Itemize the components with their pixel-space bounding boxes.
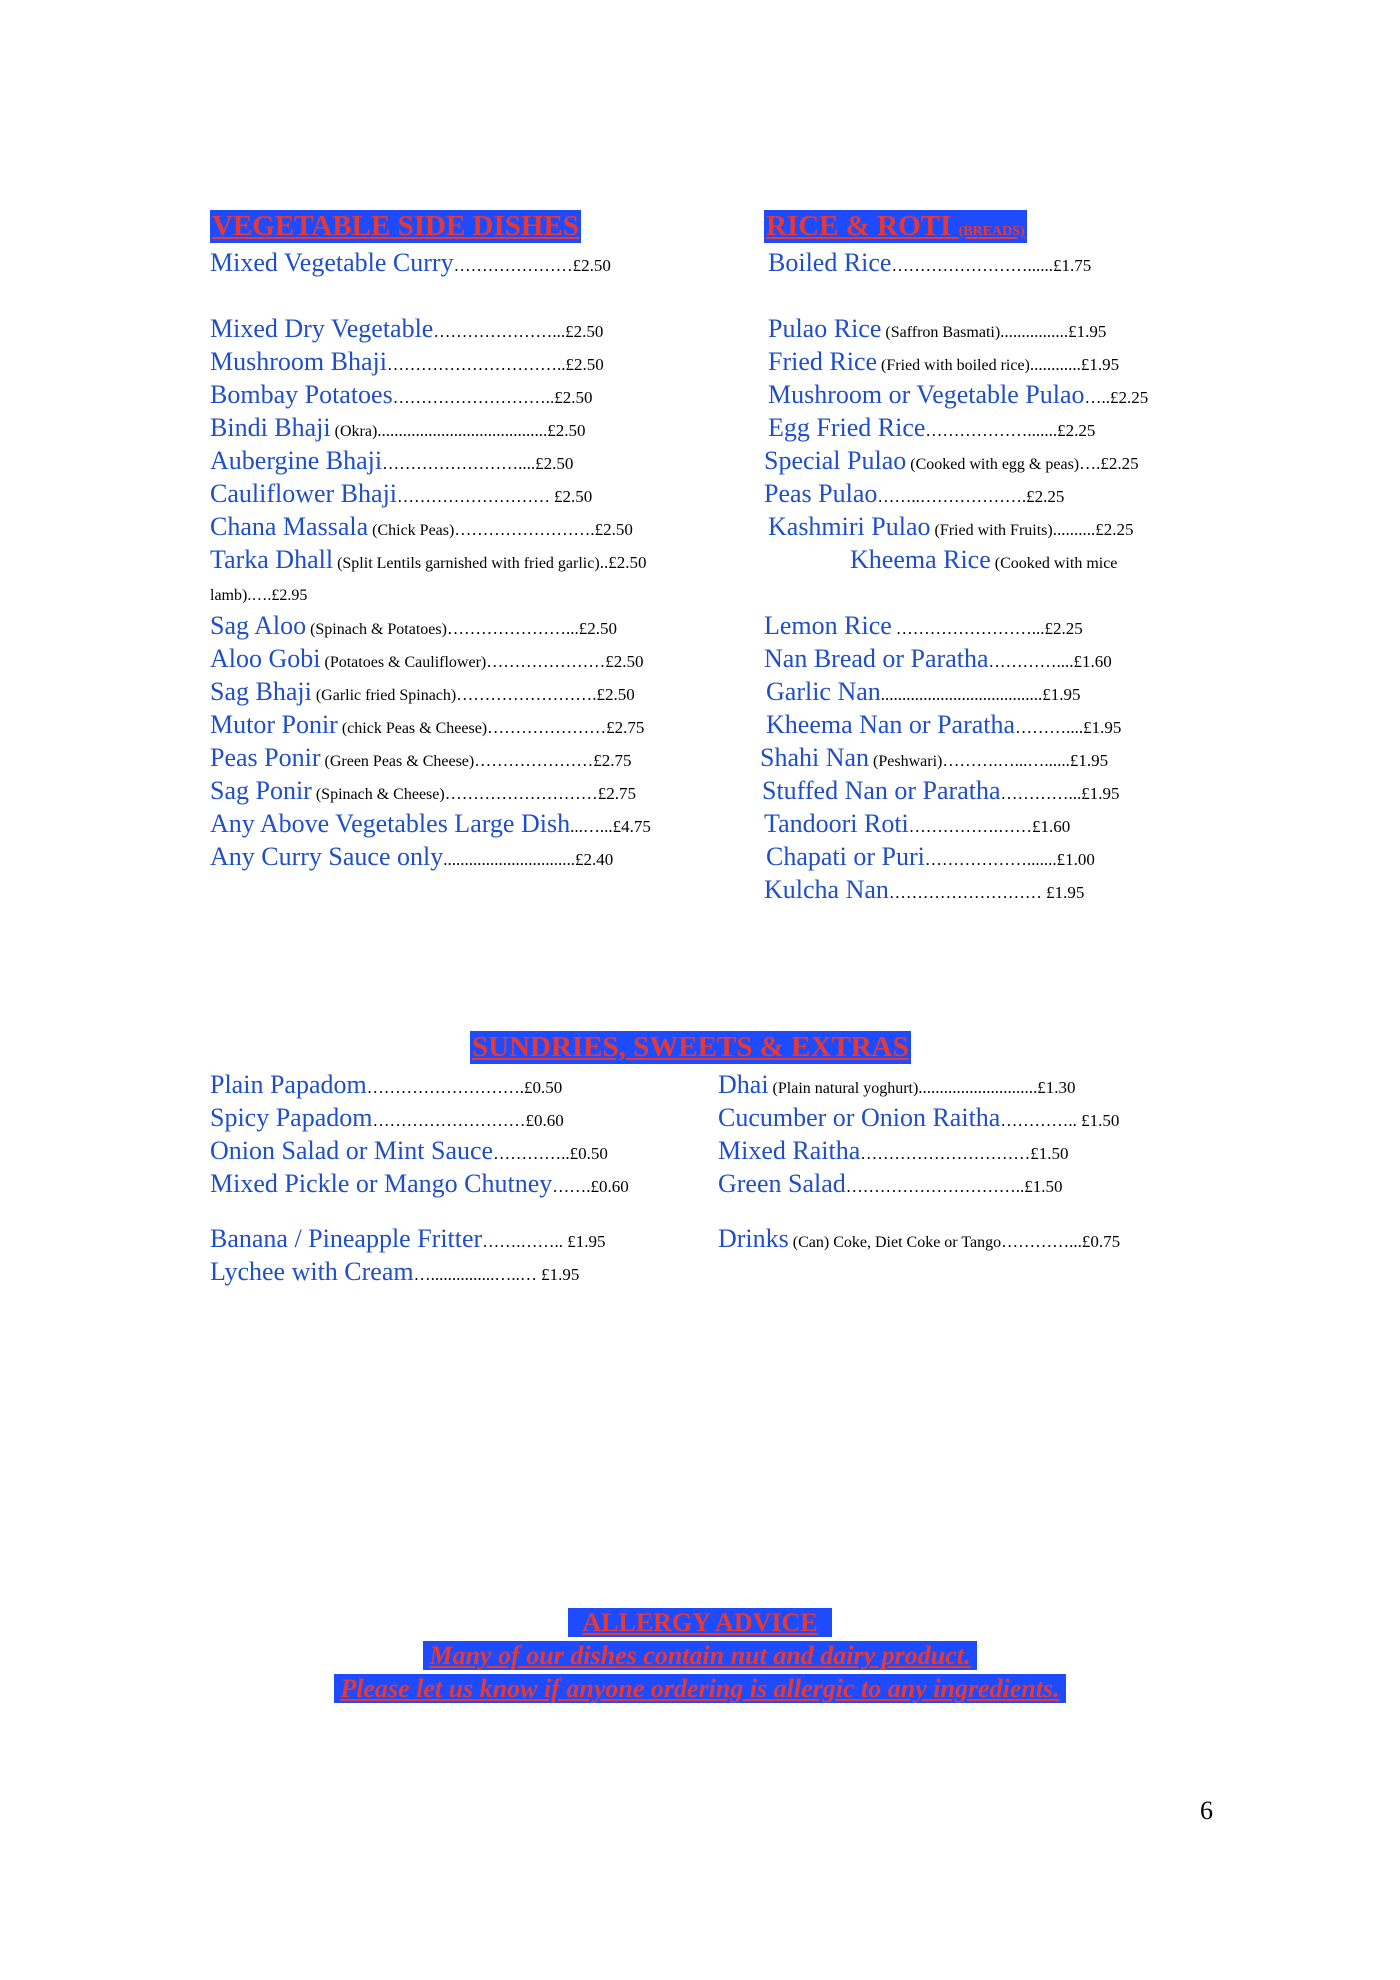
item-dots: ............ [1029,355,1081,374]
item-price: £4.75 [612,817,651,836]
item-dots: ………………… [487,718,607,737]
item-dots: ………….... [988,652,1074,671]
item-price: £1.50 [1081,1111,1120,1130]
menu-item [210,778,636,804]
item-name: Mushroom or Vegetable Pulao [768,380,1085,409]
item-name: Aloo Gobi [210,644,321,673]
menu-item [210,1171,629,1197]
item-price: £1.95 [1083,718,1122,737]
item-name: Banana / Pineapple Fritter [210,1224,483,1253]
item-note: (Can) Coke, Diet Coke or Tango [792,1234,1002,1251]
menu-item [210,712,644,738]
item-dots: ……. [552,1177,591,1196]
item-note: (chick Peas & Cheese) [341,720,488,737]
menu-item [210,811,651,837]
item-price: £0.60 [525,1111,564,1130]
item-dots: ………….. [493,1144,570,1163]
item-name: Lemon Rice [764,611,892,640]
item-price: £1.50 [1030,1144,1069,1163]
menu-item [764,877,1084,903]
item-price: £1.95 [1069,751,1109,770]
menu-item [764,613,1083,639]
menu-item [210,1259,579,1285]
item-name: Cauliflower Bhaji [210,479,398,508]
item-price: £2.50 [565,355,604,374]
item-note: (Garlic fried Spinach) [315,687,457,704]
item-note: (Okra) [334,423,378,440]
item-name: Mixed Dry Vegetable [210,314,434,343]
menu-item [768,382,1148,408]
menu-item [768,415,1095,441]
item-price: £2.25 [1100,454,1139,473]
page-number: 6 [1200,1796,1213,1825]
item-name: Mixed Vegetable Curry [210,248,454,277]
item-dots: …….…….. [482,1232,568,1251]
item-dots: ………………………… [860,1144,1031,1163]
item-dots: …………... [1001,1232,1082,1251]
item-dots: ……………………. [454,520,595,539]
heading-vegetable-side-dishes-label: VEGETABLE SIDE DISHES [212,210,579,242]
item-dots: .. [599,553,609,572]
item-dots: ……………………. [456,685,597,704]
item-name: Kheema Rice [850,545,991,574]
menu-item [718,1226,1120,1252]
item-name: Mushroom Bhaji [210,347,387,376]
item-name: Boiled Rice [768,248,892,277]
item-note: (Chick Peas) [372,522,455,539]
item-price: £2.50 [547,421,586,440]
menu-item [210,481,592,507]
item-price: £2.25 [1026,487,1065,506]
item-name: Kulcha Nan [764,875,889,904]
menu-item [210,250,611,276]
item-dots: ...…... [570,817,613,836]
item-price: £2.25 [1044,619,1083,638]
item-dots: ……..………………. [877,487,1027,506]
item-dots: ………………………. [366,1078,524,1097]
item-note: (Fried with Fruits) [934,522,1053,539]
item-dots: ……………………….. [392,388,555,407]
item-name: Chana Massala [210,512,369,541]
menu-item [210,646,644,672]
item-dots: ………………… [486,652,606,671]
allergy-line-2: Please let us know if anyone ordering is allergic to any ingredients. [334,1674,1065,1703]
item-price: £1.95 [567,1232,606,1251]
menu-item [764,481,1064,507]
item-name: Pulao Rice [768,314,882,343]
item-price: £2.50 [605,652,644,671]
heading-vegetable-side-dishes [210,210,581,243]
heading-rice-roti-label: RICE & ROTI [766,210,952,242]
item-name: Spicy Papadom [210,1103,373,1132]
item-dots: ……………………… [372,1111,526,1130]
item-name: Any Curry Sauce only [210,842,444,871]
menu-item [210,316,603,342]
item-dots: ........................................ [377,421,548,440]
heading-rice-roti-sub: (BREADS) [958,224,1025,239]
menu-item [210,613,617,639]
item-price: £1.95 [1068,322,1107,341]
item-dots: ………………....... [924,850,1057,869]
item-note: (Spinach & Potatoes) [310,621,447,638]
menu-item [766,712,1121,738]
item-price: £1.60 [1073,652,1112,671]
item-note: (Saffron Basmati) [885,324,1001,341]
menu-item [210,844,613,870]
menu-item [210,1226,605,1252]
menu-item [766,844,1095,870]
item-name: Any Above Vegetables Large Dish [210,809,571,838]
item-name: Aubergine Bhaji [210,446,383,475]
item-name: Bindi Bhaji [210,413,331,442]
item-dots: ……….... [1015,718,1084,737]
item-name: Green Salad [718,1169,846,1198]
item-dots: …………….…… [908,817,1033,836]
heading-rice-roti [764,210,1027,243]
item-name: Shahi Nan [760,743,870,772]
item-dots: …...............…..… [413,1265,542,1284]
item-name: Mutor Ponir [210,710,338,739]
menu-item [764,646,1112,672]
item-name: Sag Ponir [210,776,312,805]
item-note: (Potatoes & Cauliflower) [324,654,487,671]
menu-item [850,547,1117,573]
item-note: (Green Peas & Cheese) [324,753,475,770]
item-price: £2.75 [597,784,636,803]
item-name: Egg Fried Rice [768,413,926,442]
item-dots: …………... [1000,784,1082,803]
item-name: Onion Salad or Mint Sauce [210,1136,494,1165]
item-price: £2.50 [596,685,635,704]
item-dots: ………………....... [925,421,1058,440]
item-dots: …………………….... [382,454,536,473]
item-name: Stuffed Nan or Paratha [762,776,1001,805]
item-dots: ……………………...... [891,256,1053,275]
item-note: (Fried with boiled rice) [881,357,1030,374]
item-name: Tarka Dhall [210,545,334,574]
item-name: Plain Papadom [210,1070,367,1099]
item-dots: ………….. [1000,1111,1082,1130]
menu-item [210,1105,564,1131]
stray-text: lamb).….£2.95 [210,587,308,604]
menu-item [210,382,592,408]
allergy-line-1-row [0,1643,1400,1669]
item-name: Mixed Raitha [718,1136,861,1165]
item-dots: ….. [1084,388,1111,407]
item-price: £1.95 [541,1265,580,1284]
menu-item [210,1138,608,1164]
item-dots: ...................................... [880,685,1043,704]
item-dots: ……………………… [397,487,551,506]
item-price: £0.75 [1081,1232,1121,1251]
item-price: £2.75 [593,751,632,770]
menu-item [210,448,573,474]
item-name: Lychee with Cream [210,1257,414,1286]
item-price: £2.40 [575,850,614,869]
heading-sundries [470,1031,911,1064]
item-name: Sag Aloo [210,611,307,640]
item-note: (Plain natural yoghurt) [772,1080,919,1097]
allergy-line-1: Many of our dishes contain nut and dairy product. [423,1641,976,1670]
item-price: £1.50 [1024,1177,1063,1196]
menu-item [764,811,1070,837]
menu-item [768,514,1133,540]
item-price: £2.25 [1095,520,1134,539]
item-dots: ………………… [474,751,594,770]
menu-item [210,415,586,441]
menu-item [760,745,1108,771]
item-name: Kheema Nan or Paratha [766,710,1016,739]
allergy-line-2-row [0,1676,1400,1702]
item-dots: ............................ [918,1078,1038,1097]
item-note: (Cooked with mice [994,555,1118,572]
menu-item [764,448,1139,474]
menu-item [768,250,1091,276]
menu-item [762,778,1120,804]
menu-item [718,1105,1119,1131]
item-price: £2.50 [608,553,647,572]
menu-item [718,1138,1069,1164]
menu-item [210,514,633,540]
item-price: £2.50 [535,454,574,473]
item-name: Sag Bhaji [210,677,312,706]
allergy-title-row [0,1610,1400,1636]
item-price: £2.50 [554,487,593,506]
item-price: £1.30 [1037,1078,1076,1097]
item-price: £1.95 [1046,883,1085,902]
item-price: £1.75 [1052,256,1092,275]
item-name: Cucumber or Onion Raitha [718,1103,1001,1132]
item-note: (Spinach & Cheese) [315,786,445,803]
menu-item [210,679,635,705]
item-price: £2.25 [1057,421,1096,440]
item-dots: .......... [1052,520,1096,539]
item-dots: ……………………... [895,619,1045,638]
item-dots: ................ [1000,322,1069,341]
menu-item [768,316,1106,342]
item-name: Drinks [718,1224,789,1253]
menu-item [210,547,646,573]
item-dots: ……………………… [888,883,1047,902]
item-name: Chapati or Puri [766,842,925,871]
item-price: £2.50 [572,256,611,275]
item-name: Nan Bread or Paratha [764,644,989,673]
allergy-title: ALLERGY ADVICE [568,1608,831,1637]
item-price: £1.00 [1056,850,1095,869]
item-price: £0.60 [590,1177,629,1196]
item-name: Peas Pulao [764,479,878,508]
item-dots: …………………... [433,322,566,341]
menu-item [210,745,631,771]
item-price: £0.50 [523,1078,563,1097]
item-name: Mixed Pickle or Mango Chutney [210,1169,553,1198]
item-note: (Cooked with egg & peas) [910,456,1080,473]
heading-sundries-label: SUNDRIES, SWEETS & EXTRAS [472,1031,909,1063]
item-price: £2.50 [578,619,617,638]
item-dots: ……………………… [444,784,598,803]
item-dots: …………………... [446,619,579,638]
item-dots: ………………… [453,256,573,275]
menu-item [210,349,604,375]
item-name: Garlic Nan [766,677,881,706]
item-dots: …. [1079,454,1101,473]
menu-item [718,1171,1063,1197]
item-price: £1.95 [1081,784,1120,803]
item-price: £2.25 [1110,388,1149,407]
menu-item [768,349,1119,375]
item-dots: ………………………….. [845,1177,1025,1196]
item-price: £2.50 [594,520,633,539]
item-name: Peas Ponir [210,743,321,772]
item-name: Fried Rice [768,347,878,376]
item-dots: ……….…...…...... [942,751,1070,770]
menu-item [718,1072,1076,1098]
item-note: (Peshwari) [873,753,943,770]
menu-item [210,1072,562,1098]
item-name: Dhai [718,1070,769,1099]
item-price: £2.50 [565,322,604,341]
item-name: Special Pulao [764,446,907,475]
item-dots: ............................... [443,850,575,869]
item-price: £0.50 [569,1144,608,1163]
item-name: Tandoori Roti [764,809,909,838]
item-name: Bombay Potatoes [210,380,393,409]
item-price: £1.95 [1042,685,1081,704]
item-dots: ………………………….. [386,355,566,374]
item-price: £1.60 [1032,817,1071,836]
item-price: £1.95 [1080,355,1120,374]
item-name: Kashmiri Pulao [768,512,931,541]
item-note: (Split Lentils garnished with fried garlic) [337,555,600,572]
item-price: £2.50 [554,388,593,407]
menu-item [766,679,1081,705]
item-price: £2.75 [606,718,645,737]
